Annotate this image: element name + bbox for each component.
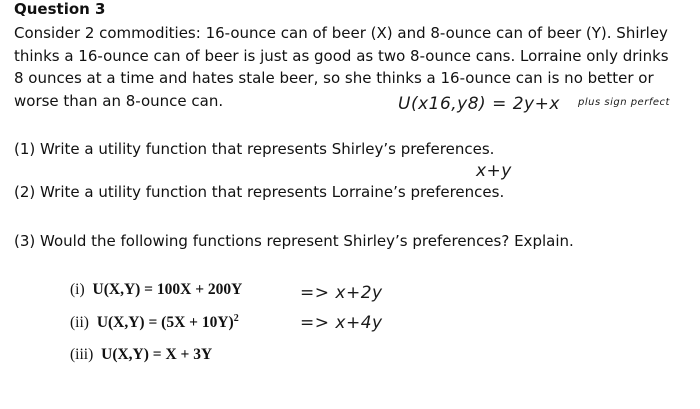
handwritten-shirley-utility: U(x16,y8) = 2y+x bbox=[398, 94, 560, 114]
intro-line: 8 ounces at a time and hates stale beer, so she thinks a 16-ounce can is no better or bbox=[14, 69, 654, 87]
function-expression: U(X,Y) = 100X + 200Y bbox=[92, 281, 243, 298]
intro-line: worse than an 8-ounce can. bbox=[14, 91, 224, 110]
part-3-prompt: (3) Would the following functions represent Shirley’s preferences? Explain. bbox=[14, 232, 574, 250]
question-title: Question 3 bbox=[14, 0, 106, 18]
function-expression: U(X,Y) = X + 3Y bbox=[101, 346, 213, 363]
handwritten-lorraine-utility: x+y bbox=[476, 161, 512, 181]
handwritten-function-ii-note: => x+4y bbox=[300, 313, 383, 333]
part-1-prompt: (1) Write a utility function that represents Shirley’s preferences. bbox=[14, 140, 495, 158]
function-tag: (i) bbox=[70, 281, 85, 298]
part-2-prompt: (2) Write a utility function that represents Lorraine’s preferences. bbox=[14, 183, 505, 201]
handwritten-function-i-note: => x+2y bbox=[300, 283, 383, 303]
function-i bbox=[70, 280, 242, 300]
function-tag: (iii) bbox=[70, 346, 94, 363]
function-ii bbox=[70, 313, 239, 333]
intro-line: Consider 2 commodities: 16-ounce can of beer (X) and 8-ounce can of beer (Y). Shirley bbox=[14, 24, 668, 42]
function-tag: (ii) bbox=[70, 314, 89, 331]
function-exponent: 2 bbox=[233, 312, 239, 324]
intro-line: thinks a 16-ounce can of beer is just as good as two 8-ounce cans. Lorraine only drinks bbox=[14, 46, 669, 65]
function-iii bbox=[70, 345, 212, 365]
handwritten-perfect-substitutes-note: plus sign perfect bbox=[578, 97, 670, 108]
function-expression: U(X,Y) = (5X + 10Y) bbox=[96, 314, 234, 331]
